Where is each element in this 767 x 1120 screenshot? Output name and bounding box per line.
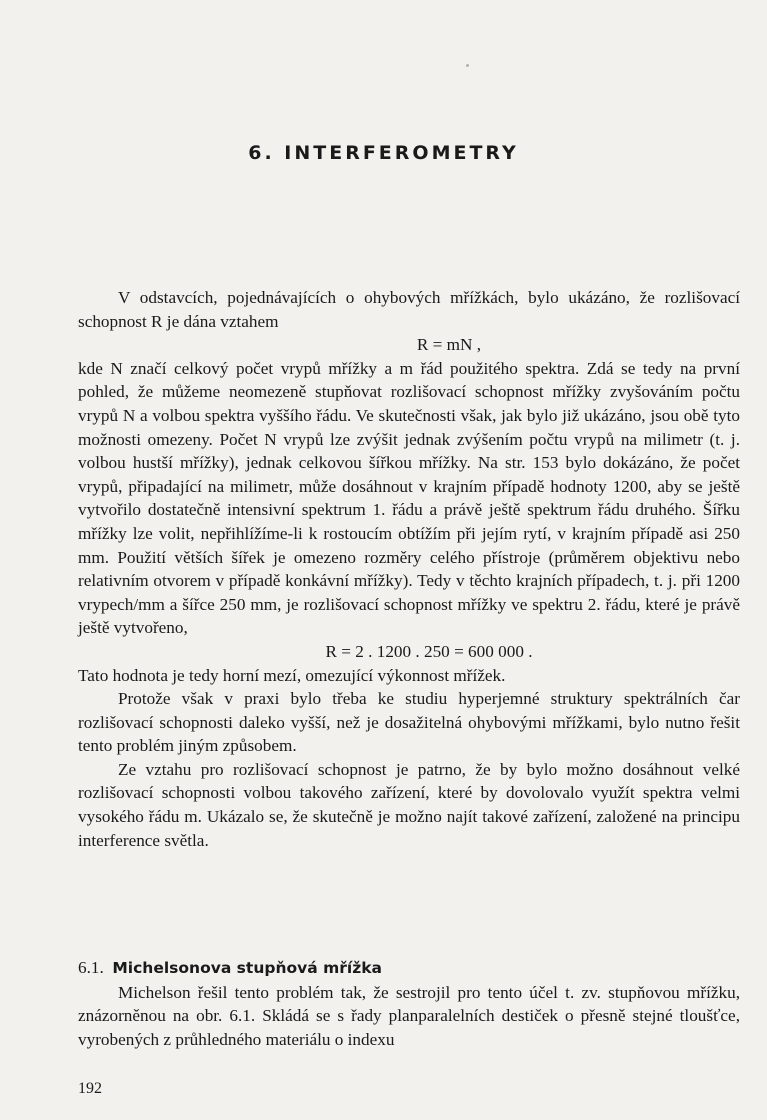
paragraph-upper-limit: Tato hodnota je tedy horní mezí, omezující výkonnost mřížek. bbox=[78, 665, 506, 685]
section-paragraph: Michelson řešil tento problém tak, že sestrojil pro tento účel t. zv. stupňovou mřížku, znázorněnou na obr. 6.1. Skládá se s řady planparalelních destiček o přesně stejné tloušťce, vyrobených z průhledného materiálu o indexu bbox=[78, 982, 740, 1049]
paragraph-interference: Ze vztahu pro rozlišovací schopnost je patrno, že by bylo možno dosáhnout velké rozlišovací schopnosti volbou takového zařízení, které by dovolovalo využít spektra velmi vysokého řádu m. Ukázalo se, že skutečně je možno najít takové zařízení, založené na principu interference světla. bbox=[78, 759, 740, 850]
section-number: 6.1. bbox=[78, 958, 104, 977]
paragraph-limits: kde N značí celkový počet vrypů mřížky a m řád použitého spektra. Zdá se tedy na první pohled, že můžeme neomezeně stupňovat rozlišovací schopnost mřížky zvyšováním počtu vrypů N a volbou spektra vyššího řádu. Ve skutečnosti však, jak bylo již ukázáno, jsou obě tyto možnosti omezeny. Počet N vrypů lze zvýšit jednak zvýšením počtu vrypů na milimetr (t. j. volbou hustší mřížky), jednak celkovou šířkou mřížky. Na str. 153 bylo dokázáno, že počet vrypů, připadající na milimetr, může dosáhnout v krajním případě hodnoty 1200, aby se ještě vytvořilo dostatečně intensivní spektrum 1. řádu a právě ještě spektrum řádu druhého. Šířku mřížky lze volit, nepřihlížíme-li k rostoucím obtížím při jejím rytí, v krajním případě asi 250 mm. Použití větších šířek je omezeno rozměry celého přístroje (průměrem objektivu nebo relativním otvorem v případě konkávní mřížky). Tedy v těchto krajních případech, t. j. při 1200 vrypech/mm a šířce 250 mm, je rozlišovací schopnost mřížky ve spektru 2. řádu, které je právě ještě vytvořeno, bbox=[78, 358, 740, 638]
section-title: Michelsonova stupňová mřížka bbox=[112, 959, 382, 977]
section-michelson bbox=[78, 956, 740, 1051]
paragraph-practice: Protože však v praxi bylo třeba ke studiu hyperjemné struktury spektrálních čar rozlišovací schopnosti daleko vyšší, než je dosažitelná ohybovými mřížkami, bylo nutno řešit tento problém jiným způsobem. bbox=[78, 689, 740, 756]
paragraph-intro: V odstavcích, pojednávajících o ohybových mřížkách, bylo ukázáno, že rozlišovací schopnost R je dána vztahem bbox=[78, 288, 740, 331]
margin-dot bbox=[466, 64, 469, 67]
section-heading bbox=[78, 956, 740, 981]
equation-resolving-power: R = mN , bbox=[416, 335, 482, 355]
equation-numeric: R = 2 . 1200 . 250 = 600 000 . bbox=[325, 641, 533, 661]
chapter-title: 6. INTERFEROMETRY bbox=[248, 142, 519, 164]
main-text bbox=[78, 286, 740, 852]
page-number: 192 bbox=[78, 1080, 102, 1097]
